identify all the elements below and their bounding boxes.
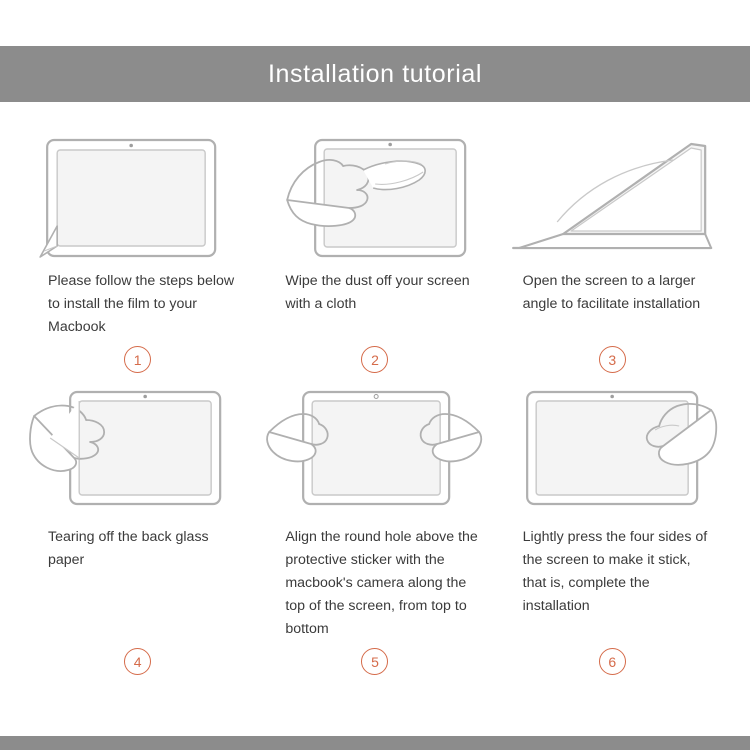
step-6-caption: Lightly press the four sides of the screen to make it stick, that is, complete the installation <box>522 529 708 614</box>
step-number-badge: 6 <box>599 648 626 675</box>
step-number-badge: 2 <box>361 346 388 373</box>
header-bar <box>0 46 750 102</box>
step-card-1 <box>26 130 249 382</box>
step-1-caption: Please follow the steps below to install the film to your Macbook <box>48 273 235 335</box>
step-6-illustration <box>501 386 724 516</box>
step-number-badge: 1 <box>124 346 151 373</box>
step-card-5 <box>263 386 486 684</box>
step-card-3 <box>501 130 724 382</box>
top-spacer <box>0 0 750 46</box>
step-1-number-wrap <box>26 346 249 382</box>
step-number-badge: 5 <box>361 648 388 675</box>
step-1-illustration <box>26 130 249 260</box>
step-card-2 <box>263 130 486 382</box>
step-5-illustration <box>263 386 486 516</box>
step-5-number-wrap <box>263 648 486 684</box>
step-4-caption: Tearing off the back glass paper <box>48 529 209 568</box>
step-card-6 <box>501 386 724 684</box>
footer-bar <box>0 736 750 750</box>
step-2-illustration <box>263 130 486 260</box>
step-2-number-wrap <box>263 346 486 382</box>
step-6-number-wrap <box>501 648 724 684</box>
step-card-4 <box>26 386 249 684</box>
step-3-illustration <box>501 130 724 260</box>
step-2-caption: Wipe the dust off your screen with a cloth <box>285 273 470 312</box>
step-number-badge: 3 <box>599 346 626 373</box>
step-4-illustration <box>26 386 249 516</box>
step-4-number-wrap <box>26 648 249 684</box>
page-title: Installation tutorial <box>267 59 483 88</box>
step-3-caption: Open the screen to a larger angle to facilitate installation <box>522 273 701 312</box>
step-3-number-wrap <box>501 346 724 382</box>
steps-grid <box>0 102 750 684</box>
step-number-badge: 4 <box>124 648 151 675</box>
step-5-caption: Align the round hole above the protective sticker with the macbook's camera along the top of the screen, from top to bottom <box>285 529 478 637</box>
